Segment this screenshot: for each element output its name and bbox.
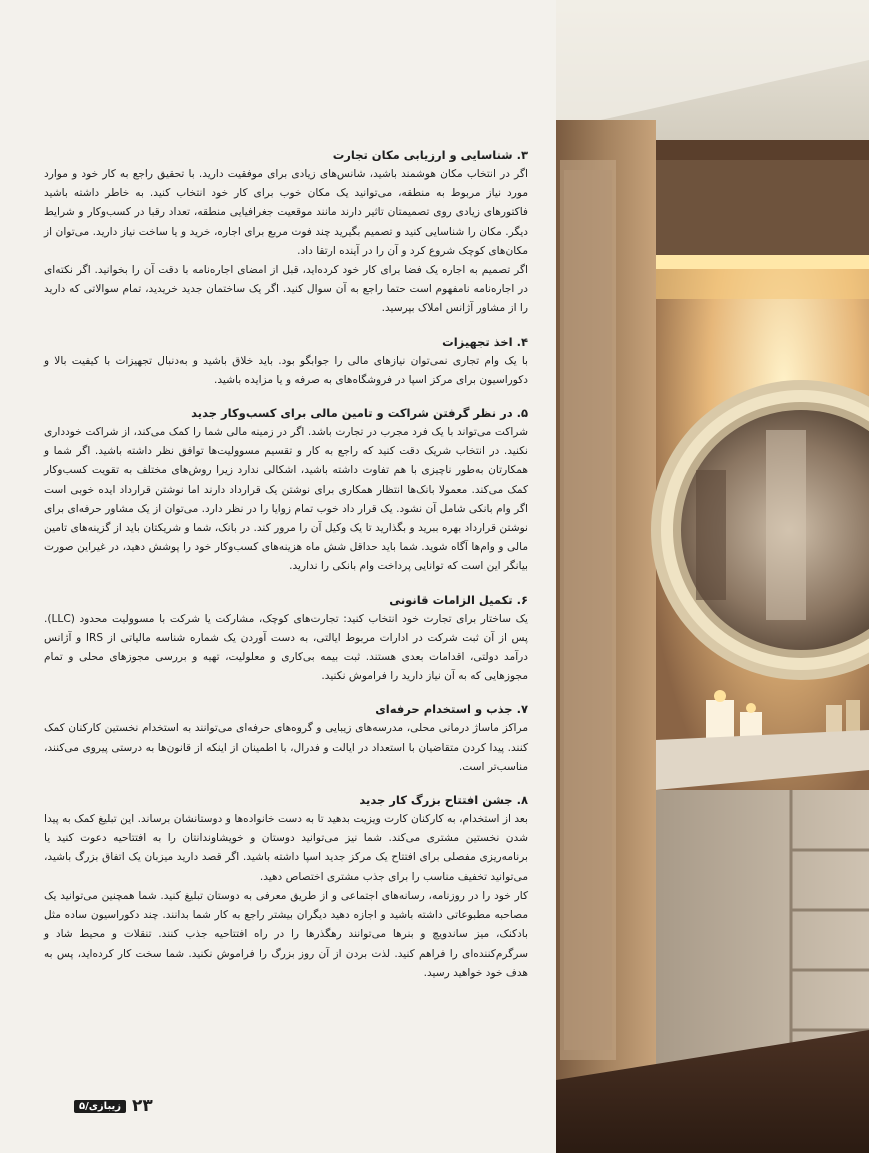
section-heading: ۴. اخذ تجهیزات xyxy=(442,334,528,349)
section-heading: ۵. در نظر گرفتن شراکت و تامین مالی برای کسب‌وکار جدید xyxy=(191,406,528,421)
section-paragraph: شراکت می‌تواند با یک فرد مجرب در تجارت باشد. اگر در زمینه مالی شما را کمک می‌کند، از شراکت خودداری نکنید. در انتخاب شریک دقت کنید که راجع به کار و تقسیم مسوولیت‌ها توافق نظر داشته باشید. اگر شما و همکارتان به‌طور ناچیزی با هم تفاوت داشته باشید، اشکالی ندارد زیرا روش‌های مختلف به تقویت کسب‌وکار کمک می‌کند. معمولا بانک‌ها انتظار همکاری برای نوشتن یک قرارداد دارند اما نوشتن قرارداد ایده خوبی است اگر وام بانکی شامل آن نشود. یک قرار داد خوب تمام زوایا را در نظر دارد. می‌توان از یک مشاور حرفه‌ای برای نوشتن قرارداد بهره ببرید و بگذارید تا یک وکیل آن را مرور کند. در بانک، شما و شریکتان باید از گزینه‌های تامین مالی و وام‌ها آگاه شوید. شما باید حداقل شش ماه هزینه‌های کسب‌وکار خود را پوشش دهید، در غیراین صورت بیانگر این است که توانایی پرداخت وام بانکی را ندارید. xyxy=(44,426,528,573)
section-paragraph: بعد از استخدام، به کارکنان کارت ویزیت بدهید تا به دست خانواده‌ها و دوستانشان برساند. این تبلیغ کمک به پیدا شدن نخستین مشتری می‌کند. شما نیز می‌توانید دوستان و خویشاوندانتان را به افتتاحیه دعوت کنید یا برنامه‌ریزی مفصلی برای افتتاح یک مرکز جدید اسپا داشته باشید. اگر قصد دارید میزبان یک اتفاق بزرگ باشید، می‌توانید تخفیف مناسب را برای جذب مشتری اختصاص دهید. xyxy=(44,813,528,883)
section-paragraph: کار خود را در روزنامه، رسانه‌های اجتماعی و از طریق معرفی به دوستان تبلیغ کنید. شما همچنین می‌توانید یک مصاحبه مطبوعاتی داشته باشید و اجازه دهید دیگران بیشتر راجع به کار شما بدانند. چند دکوراسیون ساده مثل بادکنک، میز ساندویچ و بنرها می‌توانند رهگذرها را در راه افتتاحیه جذب کنند. تنقلات و محیط شاد و سرگرم‌کننده‌ای را فراهم کنید. لذت بردن از آن روز بزرگ را فراموش نکنید. شما سخت کار کرده‌اید، پس به هدف خود خواهید رسید. xyxy=(44,889,528,979)
section-heading: ۳. شناسایی و ارزیابی مکان تجارت xyxy=(332,148,528,162)
section-partnership xyxy=(44,404,528,577)
section-paragraph: مراکز ماساژ درمانی محلی، مدرسه‌های زیبایی و گروه‌های حرفه‌ای می‌توانند به استخدام نخستین کارکنان کمک کنند. پیدا کردن متقاضیان با استعداد در ایالت و فدرال، با اطمینان از اینکه از قانون‌ها به درستی پیروی می‌کنند، مناسب‌تر است. xyxy=(44,722,528,773)
section-paragraph: با یک وام تجاری نمی‌توان نیازهای مالی را جوابگو بود. باید خلاق باشید و به‌دنبال تجهیزات با کیفیت بالا و دکوراسیون برای مرکز اسپا در فروشگاه‌های به صرفه و یا مزایده باشید. xyxy=(44,354,528,386)
section-heading: ۸. جشن افتتاح بزرگ کار جدید xyxy=(359,793,528,808)
section-paragraph: اگر در انتخاب مکان هوشمند باشید، شانس‌های زیادی برای موفقیت دارید. با تحقیق راجع به کار خود و موارد مورد نیاز مربوط به منطقه، می‌توانید یک مکان خوب برای کار خود انتخاب کنید. به خاطر داشته باشید فاکتورهای زیادی روی تصمیمتان تاثیر دارند مانند موقعیت جغرافیایی منطقه، تعداد رقبا در کسب‌وکار و شرایط دیگر. مکان را شناسایی کنید و تصمیم بگیرید چند فوت مربع برای اجاره، خرید و یا ساخت نیاز دارید. می‌توان از مکان‌های کوچک شروع کرد و آن را در آینده ارتقا داد. xyxy=(44,168,528,257)
spa-interior-photo xyxy=(556,0,869,1153)
section-paragraph: یک ساختار برای تجارت خود انتخاب کنید: تجارت‌های کوچک، مشارکت یا شرکت با مسوولیت محدود (LLC). پس از آن ثبت شرکت در ادارات مربوط ایالتی، به دست آوردن یک شماره شناسه مالیاتی از IRS و آژانس درآمد دولتی، اقدامات بعدی هستند. ثبت بیمه بی‌کاری و معلولیت، تهیه و بررسی مجوزهای محلی و تمام مجوزهایی که به آن نیاز دارید را فراموش نکنید. xyxy=(44,612,529,683)
section-opening xyxy=(44,791,528,983)
section-paragraph: اگر تصمیم به اجاره یک فضا برای کار خود کرده‌اید، قبل از امضای اجاره‌نامه با دقت آن را بخوانید. اگر نکته‌ای در اجاره‌نامه نامفهوم است حتما راجع به آن سوال کنید. اگر یک ساختمان جدید خریدید، تمام سوالاتی که دارید را از مشاور آژانس املاک بپرسید. xyxy=(44,264,528,315)
section-legal xyxy=(44,591,528,687)
section-location xyxy=(44,146,528,319)
section-heading: ۶. تکمیل الزامات قانونی xyxy=(389,592,528,607)
page-number: ۲۳ xyxy=(132,1096,153,1116)
page-footer xyxy=(74,1096,153,1116)
magazine-badge: زیبازی/۵ xyxy=(74,1100,126,1113)
section-equipment xyxy=(44,333,528,390)
article-body xyxy=(44,146,528,997)
section-heading: ۷. جذب و استخدام حرفه‌ای xyxy=(375,702,528,717)
section-hiring xyxy=(44,700,528,777)
